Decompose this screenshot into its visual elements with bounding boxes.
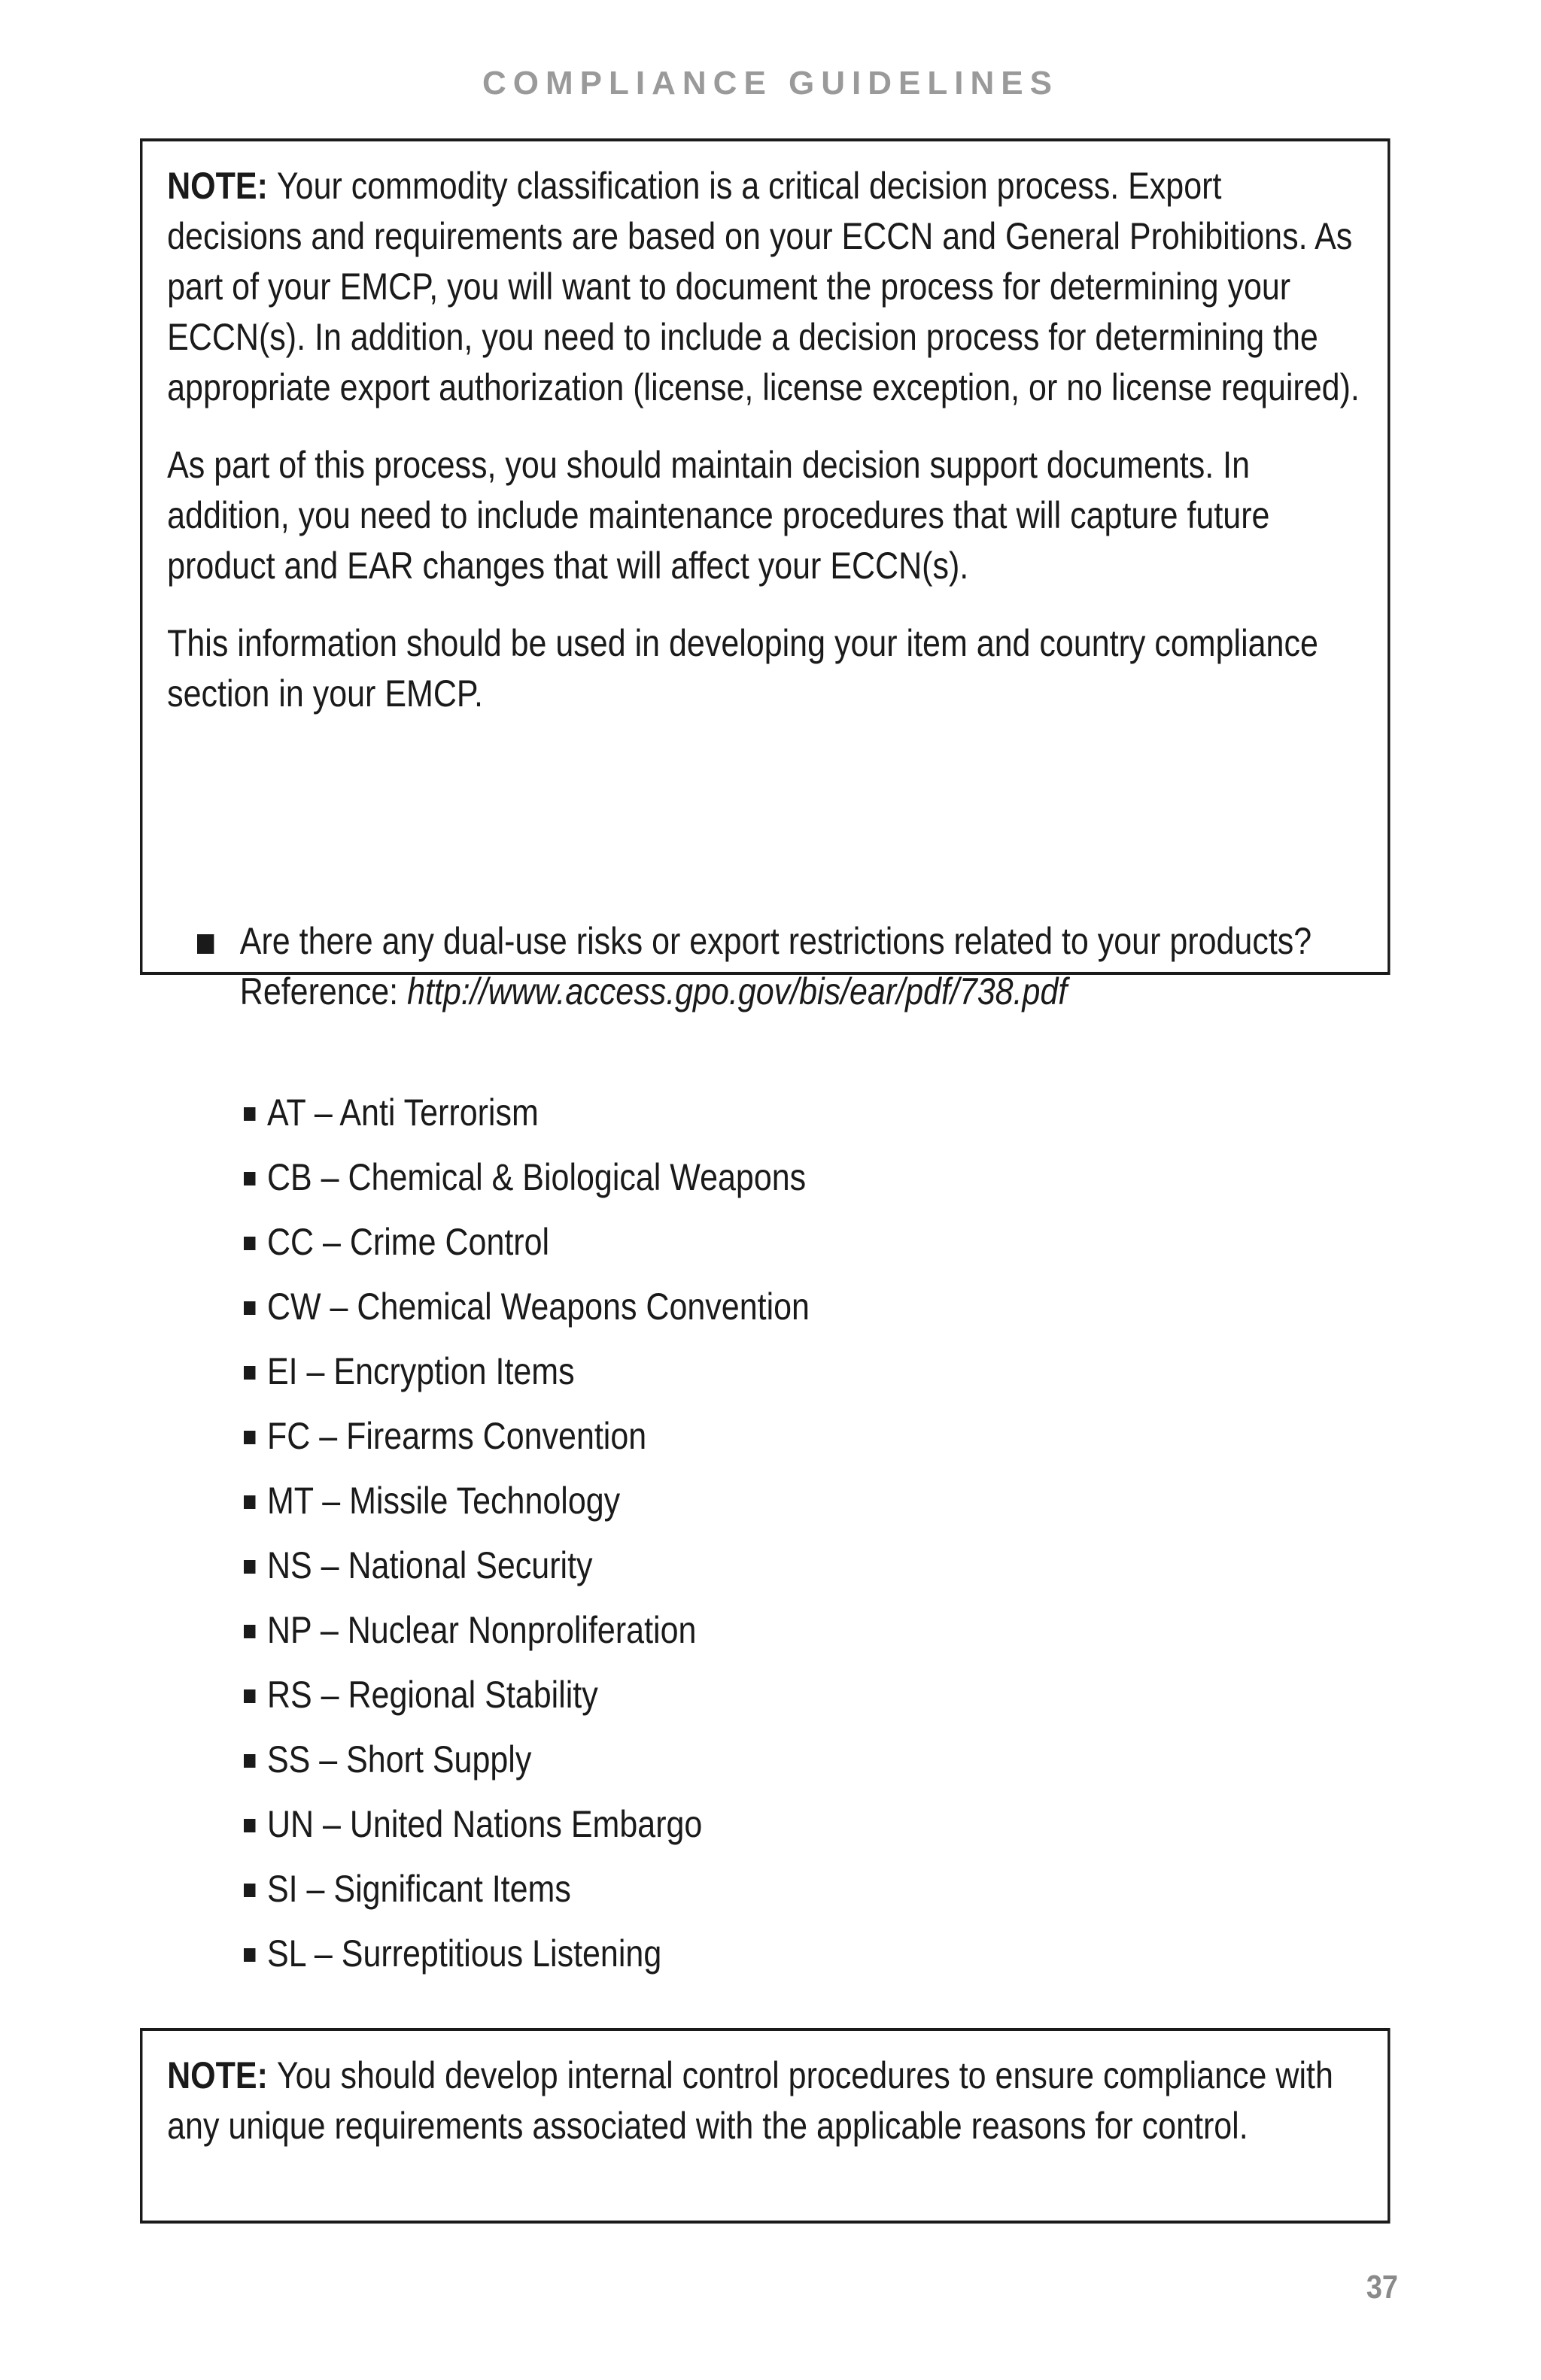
list-item: CW – Chemical Weapons Convention — [244, 1274, 810, 1339]
square-bullet-icon — [244, 1107, 255, 1121]
list-item: EI – Encryption Items — [244, 1339, 810, 1404]
note-label: NOTE: — [167, 165, 268, 207]
list-item: FC – Firearms Convention — [244, 1404, 810, 1468]
running-header: COMPLIANCE GUIDELINES — [482, 65, 1059, 102]
note-paragraph-3: This information should be used in developing your item and country compliance section in your EMCP. — [167, 622, 1318, 715]
square-bullet-icon — [244, 1172, 255, 1185]
square-bullet-icon — [244, 1431, 255, 1444]
reference-label: Reference: — [239, 970, 399, 1012]
list-item: NS – National Security — [244, 1533, 810, 1598]
page-number: 37 — [1366, 2269, 1398, 2306]
reasons-for-control-list — [244, 1080, 810, 1986]
square-bullet-icon — [244, 1884, 255, 1897]
square-bullet-icon — [244, 1495, 255, 1509]
square-bullet-icon — [244, 1948, 255, 1962]
list-item: RS – Regional Stability — [244, 1662, 810, 1727]
question-text: Are there any dual-use risks or export restrictions related to your products? — [239, 920, 1312, 962]
note-label: NOTE: — [167, 2054, 268, 2096]
square-bullet-icon — [244, 1819, 255, 1832]
list-item: CB – Chemical & Biological Weapons — [244, 1145, 810, 1210]
list-item: NP – Nuclear Nonproliferation — [244, 1598, 810, 1662]
note-text: Your commodity classification is a critical decision process. Export decisions and requirements are based on your ECCN and General Prohibitions. As part of your EMCP, you will want to document the process for determining your ECCN(s). In addition, you need to include a decision process for determining the appropriate export authorization (license, license exception, or no license required). — [167, 165, 1360, 408]
square-bullet-icon — [244, 1754, 255, 1768]
note-box-internal-control — [140, 2028, 1391, 2224]
list-item: AT – Anti Terrorism — [244, 1080, 810, 1145]
square-bullet-icon — [244, 1625, 255, 1638]
list-item: SL – Surreptitious Listening — [244, 1921, 810, 1986]
square-bullet-icon — [244, 1560, 255, 1574]
list-item: SS – Short Supply — [244, 1727, 810, 1792]
square-bullet-icon — [197, 934, 214, 954]
note-box-classification — [140, 138, 1391, 975]
note-text: You should develop internal control procedures to ensure compliance with any unique requirements associated with the applicable reasons for control. — [167, 2054, 1333, 2147]
list-item: CC – Crime Control — [244, 1210, 810, 1274]
list-item: UN – United Nations Embargo — [244, 1792, 810, 1856]
list-item: MT – Missile Technology — [244, 1468, 810, 1533]
question-item — [197, 916, 1394, 1017]
square-bullet-icon — [244, 1301, 255, 1315]
question-list — [197, 916, 1394, 1017]
square-bullet-icon — [244, 1366, 255, 1380]
note-paragraph — [167, 2051, 1363, 2151]
reference-url[interactable]: http://www.access.gpo.gov/bis/ear/pdf/738.pdf — [407, 970, 1068, 1012]
note-paragraph-2: As part of this process, you should maintain decision support documents. In addition, you need to include maintenance procedures that will capture future product and EAR changes that will affect your ECCN(s). — [167, 444, 1270, 587]
note-paragraph-1 — [167, 161, 1363, 413]
reference-line — [240, 967, 1394, 1017]
square-bullet-icon — [244, 1689, 255, 1703]
square-bullet-icon — [244, 1237, 255, 1250]
list-item: SI – Significant Items — [244, 1856, 810, 1921]
